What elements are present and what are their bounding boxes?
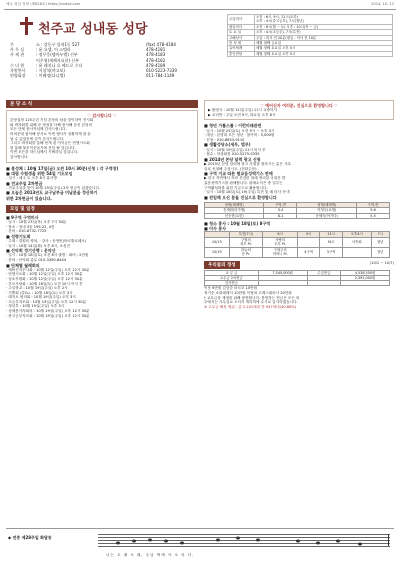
notice-item: · 대상 : 본당내 모든 청년 · 참가비 : 5,000원 [204,133,275,138]
table-cell: 청년 [371,237,389,247]
mass-schedule-table [227,14,393,57]
table-cell: 8-1 [264,213,297,218]
welcome-banner: ♡ 예비신자 여러분, 진심으로 환영합니다 ♡ [260,103,338,108]
notice-line: 이번 모든을 하느님께서 기뻐하실 것입니다. [10,150,79,155]
contact-list [10,42,210,78]
finance-title: 우리들의 정성 [204,261,240,269]
table-cell: 2,392,000원 [341,275,390,280]
notice-item: 구역활성화를 위한 기금으로 활용합니다. [204,185,268,190]
table-cell: 3-4 [264,208,297,213]
table-row [205,237,390,247]
hymn-title: ◆ 연중 제28주일 화답송 [8,535,52,540]
table-cell: 신승현(요한) [205,213,264,218]
schedule-item: · 중고등부자모회 : 10월 19일(주일) 오후 12시 30분 [6,313,90,318]
news-bullets [6,166,198,201]
table-cell: 4,538,550원 [341,270,390,275]
schedule-value: 오후 : 4시(초등부), 7시(특전) [255,30,393,35]
welcome-table [204,202,390,219]
notice-line: 감사합니다. [10,154,29,159]
note-line: ※ 고무금 해정 행위 : 총 2,101세대 중 947세대(40.88%) [204,304,297,309]
notice-item: ■ 전입해 오신 분들 진심으로 환영합니다 [204,194,277,200]
finance-period: (10/1 ~ 10/7) [369,260,394,265]
contact-number: 478-4189 [146,62,166,68]
notice-item: ■ 생활성당소(세무, 법무) [204,142,251,148]
schedule-item: · 레지오 평의회 : 10월 19일(주일) 오후 3시 [6,295,76,300]
schedule-item: · 빈센시오회 : 10월 12일(주일) 오후 12시 30분 [6,272,83,277]
schedule-value: 매월 첫째 금요일 [255,41,393,46]
table-cell: M.C [320,237,342,247]
table-header-cell: 6시 [263,232,298,237]
banner-line: ▶ 교리반 : 주일 오전 9시, 화요일 오후 8시 [208,112,276,117]
finance-table [204,270,390,287]
notice-item: 실로 신청해 주십시오. (전화주문) [204,166,257,171]
topbar-divider [4,9,396,10]
music-notes-icon [98,532,390,550]
schedule-key: 봉 성 체 [228,41,255,46]
notice-line: 를 통해 불우이웃돕기에 전달 될 것입니다. [10,145,76,150]
schedule-item: · 청년부 : 10월 19일(주일) 오후 3시 [6,304,65,309]
left-column [6,100,198,318]
notice-item: ■ 청년 가톨스톨 : 이런미래관련 [204,123,262,129]
music-staff [98,532,390,552]
table-header-cell: 성명(세례명) [297,202,356,207]
notice-line: 모든 단체 봉사자님께 감사드립니다. [10,127,67,132]
table-cell: 송혜숙(아가다) [297,213,356,218]
table-header-cell: 성명(세례명) [205,202,264,207]
table-cell: 이영우(요셉) [297,208,356,213]
contact-row [10,73,210,78]
table-header-cell: 특전(7시) [229,232,263,237]
mass-service-table [204,231,390,257]
table-cell: 5-5 [356,213,389,218]
table-cell: 3구역 [320,247,342,257]
schedule-item: · 장소 : 성내 3동 199-22, 4층 [6,224,55,229]
table-header-cell: 9시 [297,232,319,237]
notice-item: ▶ 한국 자연에서 자라 건강한 열매 정리된 국내산 발 [204,176,286,181]
schedule-item: · 기쁨회 (즐Cu. : 10월 18일(토) 오후 3시 [6,290,73,295]
contact-text: : 윤 요셉, 이 스텔라 [36,47,71,53]
table-cell [341,281,390,286]
notice-item: · 일시 : 10월 25일(토) 오전 9시 ~ 오후 3시 [204,128,275,133]
table-row [205,213,390,218]
contact-label: 사 제 관 [10,52,25,58]
news-item: ■ 오늘은 2013년도 교구납부금 미납분을 정산하기 [6,190,98,196]
table-header-cell: 오후4시 [342,232,371,237]
news-item: ■ 대림 수험생을 위한 54일 기도모임 [6,170,73,176]
schedule-item: · 일시 : 10월 23일(목) 오후 7시 30분 [6,219,67,224]
contact-text: : 정무웅(엠마누엘) 신부 [36,52,78,58]
note-line: † 교무금을 재정을 위해 봉헌합니다. 봉헌하는 헌금은 모든 외 [204,295,300,300]
note-line: 부에서는 사무실로 오셔서 개리허에 수시로 갑사하겠습니다. [204,300,298,305]
contact-number: 478-4183 [146,52,166,58]
table-row [205,247,390,257]
news-item: ■ 봉성체 : 10월 17일(금) 오전 10시 30분(신청 : 각 구역장) [6,165,119,171]
topbar-date: 2014. 10. 12 [371,2,394,6]
church-cross-icon [18,16,36,36]
table-cell: 구원의 성모 Pr. [229,237,263,247]
contact-text: 소 : 강동구 성내1동 527 [36,42,80,47]
notice-line: 와 바자회를 위해 준 정성을 다해 봉사해 준신 본당의 [10,122,93,127]
table-cell: 10/13 [205,237,230,247]
notice-item: ▶ 2015년 본당 달력에 광고 후원을 원하시는 분은 사무 [204,161,292,166]
schedule-item: · 성체봉사자회의 : 10월 19일(주일) 오후 12시 30분 [6,309,90,314]
contact-number: 478-4182 [146,57,166,63]
schedule-item: · 일시 : 10월 18일(토) 오전 8시 출발 · 회비 : 2만원 [6,253,89,258]
contact-text: : 윤 레지나 오 베드로 수녀 [36,62,83,68]
table-cell [342,247,371,257]
topbar-left: 예수 성심 성당 (제628호) https://sndsd.com [6,2,81,6]
contact-label: 주 [10,42,14,47]
notice-item: ■ 2014년 본당 달력 광고 신청 [204,156,261,162]
banner-line: ▶ 환영식 : 10월 12일(주일) 11시 교중미사 [208,108,278,113]
table-row [205,281,390,286]
contact-number: (fax) 478-4184 [146,42,176,47]
notice-item: ■ 구역 거교 따른 협교음성액기스 판매 [204,171,273,177]
contact-label: 수 녀 원 [10,62,25,68]
schedule-item: ■ 단체별 월례회의 [6,262,40,268]
schedule-item: · 성소후원회 : 10월 12일(주일) 오후 12시 30분 [6,276,83,281]
notice-item: · 신청 : 010-8653-9110 [204,137,245,142]
notice-line: 날 수 있었음에 깊이 감사드립니다. [10,136,65,141]
contact-text: : 이해정(다니엘) [36,73,65,79]
right-column [204,100,394,309]
schedule-key: 주일미사 [228,15,255,25]
table-cell: 감사헌금 [205,281,259,286]
contact-number: 010-5223-7339 [146,68,177,74]
table-cell: 10/19 [205,247,230,257]
notice-item: · 일시 : 10월 18일(토),19(주일) 특전 및 매 미사 전·후 [204,190,291,195]
notice-item: 효음성액기스를 판매합니다. 판매수익은 중 일부는 [204,180,283,185]
section-title-schedule: 모임 및 일정 [6,205,198,213]
table-cell: 구세주의 어머니 Pr. [263,247,298,257]
notice-line: 본당설정 125주년 기념 본당의 날을 맞이하여 전시회 [10,118,94,123]
table-cell: 사목회 [342,237,371,247]
contact-label: 자원봉사 [10,68,26,74]
contact-number: 478-4181 [146,47,166,53]
table-cell: 송재원(미카엘) [205,208,264,213]
table-header-cell: 7시 [371,232,389,237]
table-cell: 9-6 [356,208,389,213]
hymn-lyrics: 나는 오 래 오 래, 주님 댁에 사 오 리 다. [106,553,195,557]
table-header-cell: 구역-반 [356,202,389,207]
table-cell: 사랑의 모후 Pr. [263,237,298,247]
schedule-key: 혼인면담 [228,51,255,56]
schedule-value: 오전 : 6시(월 ~ 토) 오후 : 10시(목 ~ 금) [255,24,393,29]
schedule-value: 주일 : 미사 전 20분(평일 : 미사 전 10분 [255,35,393,40]
schedule-item: ■ 성령기도회 [6,233,31,239]
schedule-item: · 부모사랑회 : 10월 18일(토) 오전 10시 이사 후 [6,281,83,286]
table-cell [307,281,340,286]
schedule-value: 오전 : 6시, 9시, 11시(교중) 오후 : 4시(중고등부), 7시(청년) [255,15,393,25]
section-title-news: 본 당 소 식 [6,100,198,108]
cleaning-service: ■ 청소 봉사 : 10월 18일(토) 8구역 [204,220,271,226]
schedule-item: · 문의 : 010-8732-7725 [6,229,47,234]
notice-item: · 접수 : 하상회장 010-5275-5335 [204,152,260,157]
table-cell: 주일헌금 [307,270,340,275]
schedule-item: · 예비신자부사회 : 10월 12일(주일) 오후 12시 30분 [6,267,90,272]
right-notices [204,123,394,200]
notice-line: 그리고 바자회를 통해 얻게 된 이익금은 빈첸시오회 [10,141,90,146]
mass-service-title: ■ 미사 봉사 [204,226,227,232]
schedule-item: ■ 산악회 정기산행 : 운악산 [6,248,56,254]
table-cell: 하늘의 문 Pr. [229,247,263,257]
thanks-notice-box [6,110,198,163]
schedule-key: 평일미사 [228,24,255,29]
thanks-line: 정기순 소화데레사 10만원 이정복 고레스데라사 20만원 [204,291,292,296]
contact-number: 011-784-1149 [146,73,175,79]
schedule-row [228,15,393,25]
schedule-item: · 문의 : 산악회 총무 010-3390-8444 [6,257,67,262]
header-left [10,12,220,97]
table-cell: 4구역 [297,247,319,257]
schedule-row [228,51,393,56]
table-cell: 7,545,000원 [258,270,307,275]
news-item: 위한 2차헌금이 있습니다. [6,195,52,201]
thanks-line: 이웃 6만원 김상순 마르코 10만원 [204,286,258,291]
notice-item: · 일시 : 10월 19일(주일) 11시 미사 후 [204,147,266,152]
finance-header [204,261,394,269]
schedule-item: ■ 9구역 구역미사 [6,214,39,220]
schedule-key: 고해성사 [228,35,255,40]
schedule-key: 유아세례 [228,46,255,51]
hymn-footer [6,528,394,563]
table-cell: 교 무 금 [205,270,259,275]
contact-label: 연령회장 [10,73,26,79]
table-cell [258,281,307,286]
table-header-cell: 구역-반 [264,202,297,207]
table-header-cell: 11시 [320,232,342,237]
table-cell: 청년 [371,247,389,257]
schedule-item: · 주제 : 결원의 축복, · 강사 : 송영번(바르톨로메오) [6,238,87,243]
table-cell: 교무금 2차헌금 [205,275,259,280]
news-item: - 일시 : 매주 토 오후 8시 휴사방 [6,175,57,180]
contact-text: : 서창석(야고보) [36,68,65,74]
notice-line: 어려운데 참석해 봉사로 이번 행사가 성황하게 잘 끝 [10,131,91,136]
schedule-value: 매월 첫째 토요일 오후 5시 [255,46,393,51]
news-item: - 전교주일을 맞이 10월 19일(주일) 2차 헌금이 있겠습니다. [6,185,101,190]
schedule-items [6,215,198,319]
table-cell [297,237,319,247]
schedule-value: 매월 첫째 토요일 오후 5시 [255,51,393,56]
schedule-key: 토 요 일 [228,30,255,35]
schedule-item: · 주일학교 : 10월 19일(주일) 오후 2시 [6,286,68,291]
welcome-banner-box [204,100,394,120]
contact-text: 이주형(세례자요한) 신부 [36,57,80,63]
contact-label: 사 무 실 [10,47,25,53]
schedule-item: · 초등부자모회 : 10월 19일(주일) 오후 12시 30분 [6,299,87,304]
schedule-item: · 일시 : 10월 14일(화) 오후 8시, 소성전 [6,243,70,248]
page-title: 천주교 성내동 성당 [38,22,148,37]
news-item: ■ 견교주일 2차헌금 [6,180,43,186]
notice-title: ♡ 감사합니다 ♡ [87,113,117,118]
